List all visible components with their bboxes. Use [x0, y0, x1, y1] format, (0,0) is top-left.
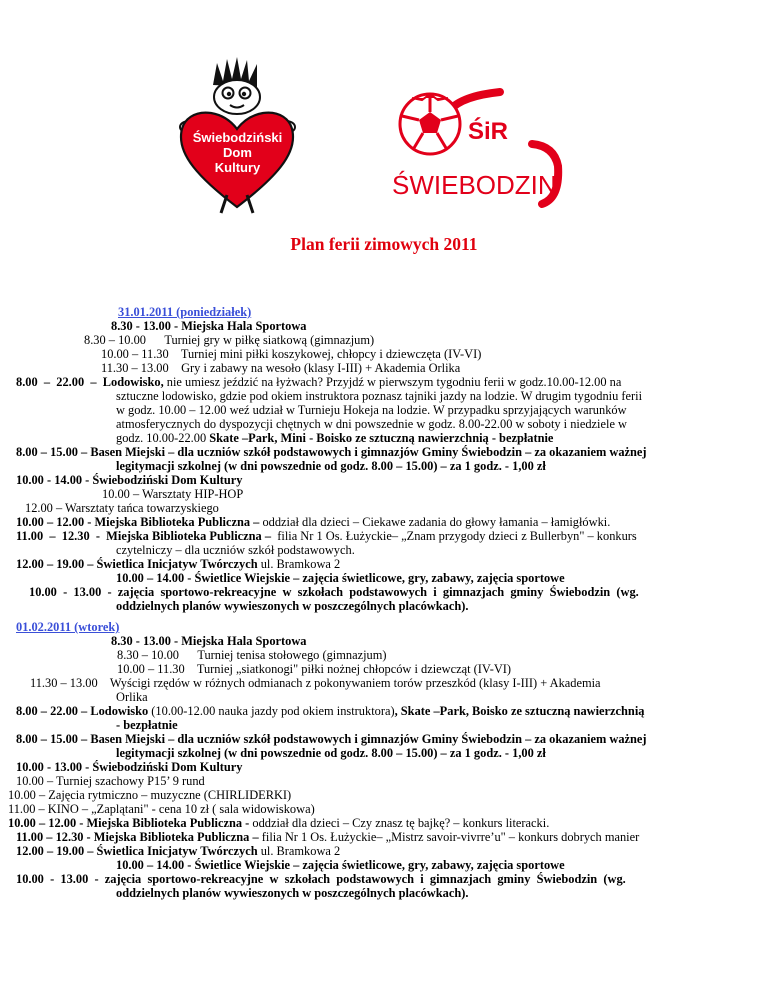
day1-taniec: 12.00 – Warsztaty tańca towarzyskiego: [25, 501, 219, 515]
day2-biblioteka-1: [8, 816, 549, 830]
logo-left-line-3: Kultury: [214, 160, 261, 175]
day1-biblioteka-2: [16, 529, 637, 543]
day2-lod-skate: , Skate –Park, Boisko ze sztuczną nawierzchnią: [394, 704, 645, 718]
day1-swietlica: [16, 557, 340, 571]
day1-lod-text: nie umiesz jeździć na łyżwach? Przyjdź w pierwszym tygodniu ferii w godz.10.00-12.00 na: [163, 375, 622, 389]
logo-left-line-2: Dom: [223, 145, 252, 160]
day2-bib1-head: 10.00 – 12.00 - Miejska Biblioteka Publiczna -: [8, 816, 250, 830]
day1-lodowisko-4: atmosferycznych do dyspozycji chętnych w dni powszednie w godz. 8.00-22.00 w soboty i niedziele w: [116, 417, 627, 431]
day1-lodowisko-3: w godz. 10.00 – 12.00 weź udział w Turnieju Hokeja na lodzie. W przypadku sprzyjających warunków: [116, 403, 627, 417]
day2-szachy: 10.00 – Turniej szachowy P15’ 9 rund: [16, 774, 205, 788]
logo-right-badge: ŚiR: [468, 118, 509, 145]
day1-bib2-text: filia Nr 1 Os. Łużyckie– „Znam przygody dzieci z Bullerbyn" – konkurs: [271, 529, 637, 543]
day1-lod-head: 8.00 – 22.00 – Lodowisko,: [16, 375, 164, 389]
day1-swietlica-addr: ul. Bramkowa 2: [257, 557, 341, 571]
day2-swietlica: [16, 844, 340, 858]
day2-hala-1: 8.30 – 10.00 Turniej tenisa stołowego (gimnazjum): [117, 648, 387, 662]
day1-hiphop: 10.00 – Warsztaty HIP-HOP: [102, 487, 244, 501]
day1-swietlica-head: 12.00 – 19.00 – Świetlica Inicjatyw Twórczych: [16, 557, 258, 571]
day2-biblioteka-2: [16, 830, 639, 844]
day1-dom-kultury: 10.00 - 14.00 - Świebodziński Dom Kultury: [16, 473, 243, 487]
day2-kino: 11.00 – KINO – „Zaplątani" - cena 10 zł ( sala widowiskowa): [8, 802, 315, 816]
day1-szkoly-2: oddzielnych planów wywieszonych w poszczególnych placówkach).: [116, 599, 469, 613]
day2-rytmika: 10.00 – Zajęcia rytmiczno – muzyczne (CHIRLIDERKI): [8, 788, 292, 802]
day1-lodowisko-1: [16, 375, 621, 389]
day2-hala-3b: Orlika: [116, 690, 148, 704]
day2-hala-2: 10.00 – 11.30 Turniej „siatkonogi" piłki nożnej chłopców i dziewcząt (IV-VI): [117, 662, 512, 676]
day1-wiejskie: 10.00 – 14.00 - Świetlice Wiejskie – zajęcia świetlicowe, gry, zabawy, zajęcia sportowe: [116, 571, 565, 585]
day2-dom-kultury: 10.00 - 13.00 - Świebodziński Dom Kultury: [16, 760, 243, 774]
page-title: Plan ferii zimowych 2011: [290, 234, 478, 254]
day1-bib1-text: oddział dla dzieci – Ciekawe zadania do głowy łamania – łamigłówki.: [259, 515, 611, 529]
day1-date-link[interactable]: 31.01.2011 (poniedziałek): [118, 305, 252, 319]
day1-basen-2: legitymacji szkolnej (w dni powszednie od godz. 8.00 – 15.00) – za 1 godz. - 1,00 zł: [116, 459, 546, 473]
day1-lodowisko-2: sztuczne lodowisko, gdzie pod okiem instruktora poznasz tajniki jazdy na lodzie. W drugim tygodniu ferii: [116, 389, 643, 403]
day1-bib1-head: 10.00 – 12.00 - Miejska Biblioteka Publiczna –: [16, 515, 260, 529]
osir-swiebodzin-logo: [392, 86, 564, 226]
day2-lod-text: (10.00-12.00 nauka jazdy pod okiem instruktora): [148, 704, 395, 718]
day1-lod5-skate: Skate –Park, Mini - Boisko ze sztuczną nawierzchnią - bezpłatnie: [209, 431, 554, 445]
day2-lodowisko: [16, 704, 644, 718]
day2-lodowisko-2: - bezpłatnie: [116, 718, 178, 732]
day2-date-link[interactable]: 01.02.2011 (wtorek): [16, 620, 120, 634]
day1-biblioteka-1: [16, 515, 610, 529]
day1-hala-2: 10.00 – 11.30 Turniej mini piłki koszykowej, chłopcy i dziewczęta (IV-VI): [101, 347, 482, 361]
day1-hala-3: 11.30 – 13.00 Gry i zabawy na wesoło (klasy I-III) + Akademia Orlika: [101, 361, 461, 375]
day1-hala: 8.30 - 13.00 - Miejska Hala Sportowa: [111, 319, 307, 333]
day1-basen-1: 8.00 – 15.00 – Basen Miejski – dla uczniów szkół podstawowych i gimnazjów Gminy Świebodzin – za okazaniem ważnej: [16, 445, 647, 459]
day2-hala-3: 11.30 – 13.00 Wyścigi rzędów w różnych odmianach z pokonywaniem torów przeszkód (klasy I-III) + Akademia: [30, 676, 601, 690]
day2-lod-head: 8.00 – 22.00 – Lodowisko: [16, 704, 149, 718]
day1-szkoly-1: 10.00 - 13.00 - zajęcia sportowo-rekreacyjne w szkołach podstawowych i gimnazjach gminy Świebodzin (wg.: [29, 585, 639, 599]
day2-szkoly-2: oddzielnych planów wywieszonych w poszczególnych placówkach).: [116, 886, 469, 900]
day1-lodowisko-5: [116, 431, 553, 445]
day2-bib1-text: oddział dla dzieci – Czy znasz tę bajkę? – konkurs literacki.: [249, 816, 550, 830]
day2-bib2-text: filia Nr 1 Os. Łużyckie– „Mistrz savoir-vivrre’u" – konkurs dobrych manier: [258, 830, 640, 844]
day1-biblioteka-3: czytelniczy – dla uczniów szkół podstawowych.: [116, 543, 355, 557]
day2-szkoly-1: 10.00 - 13.00 - zajęcia sportowo-rekreacyjne w szkołach podstawowych i gimnazjach gminy Świebodzin (wg.: [16, 872, 626, 886]
day1-lod5-hours: godz. 10.00-22.00: [116, 431, 210, 445]
day2-wiejskie: 10.00 – 14.00 - Świetlice Wiejskie – zajęcia świetlicowe, gry, zabawy, zajęcia sportowe: [116, 858, 565, 872]
day2-bib2-head: 11.00 – 12.30 - Miejska Biblioteka Publiczna –: [16, 830, 259, 844]
day2-swietlica-head: 12.00 – 19.00 – Świetlica Inicjatyw Twórczych: [16, 844, 258, 858]
day2-swietlica-addr: ul. Bramkowa 2: [257, 844, 341, 858]
day1-hala-1: 8.30 – 10.00 Turniej gry w piłkę siatkową (gimnazjum): [84, 333, 375, 347]
day2-basen-2: legitymacji szkolnej (w dni powszednie od godz. 8.00 – 15.00) – za 1 godz. - 1,00 zł: [116, 746, 546, 760]
dom-kultury-logo: [175, 55, 300, 215]
logo-left-line-1: Świebodziński: [192, 130, 283, 145]
logo-right-text: ŚWIEBODZIN: [392, 170, 557, 200]
day2-basen-1: 8.00 – 15.00 – Basen Miejski – dla uczniów szkół podstawowych i gimnazjów Gminy Świebodzin – za okazaniem ważnej: [16, 732, 647, 746]
day1-bib2-head: 11.00 – 12.30 - Miejska Biblioteka Publiczna –: [16, 529, 272, 543]
day2-hala: 8.30 - 13.00 - Miejska Hala Sportowa: [111, 634, 307, 648]
